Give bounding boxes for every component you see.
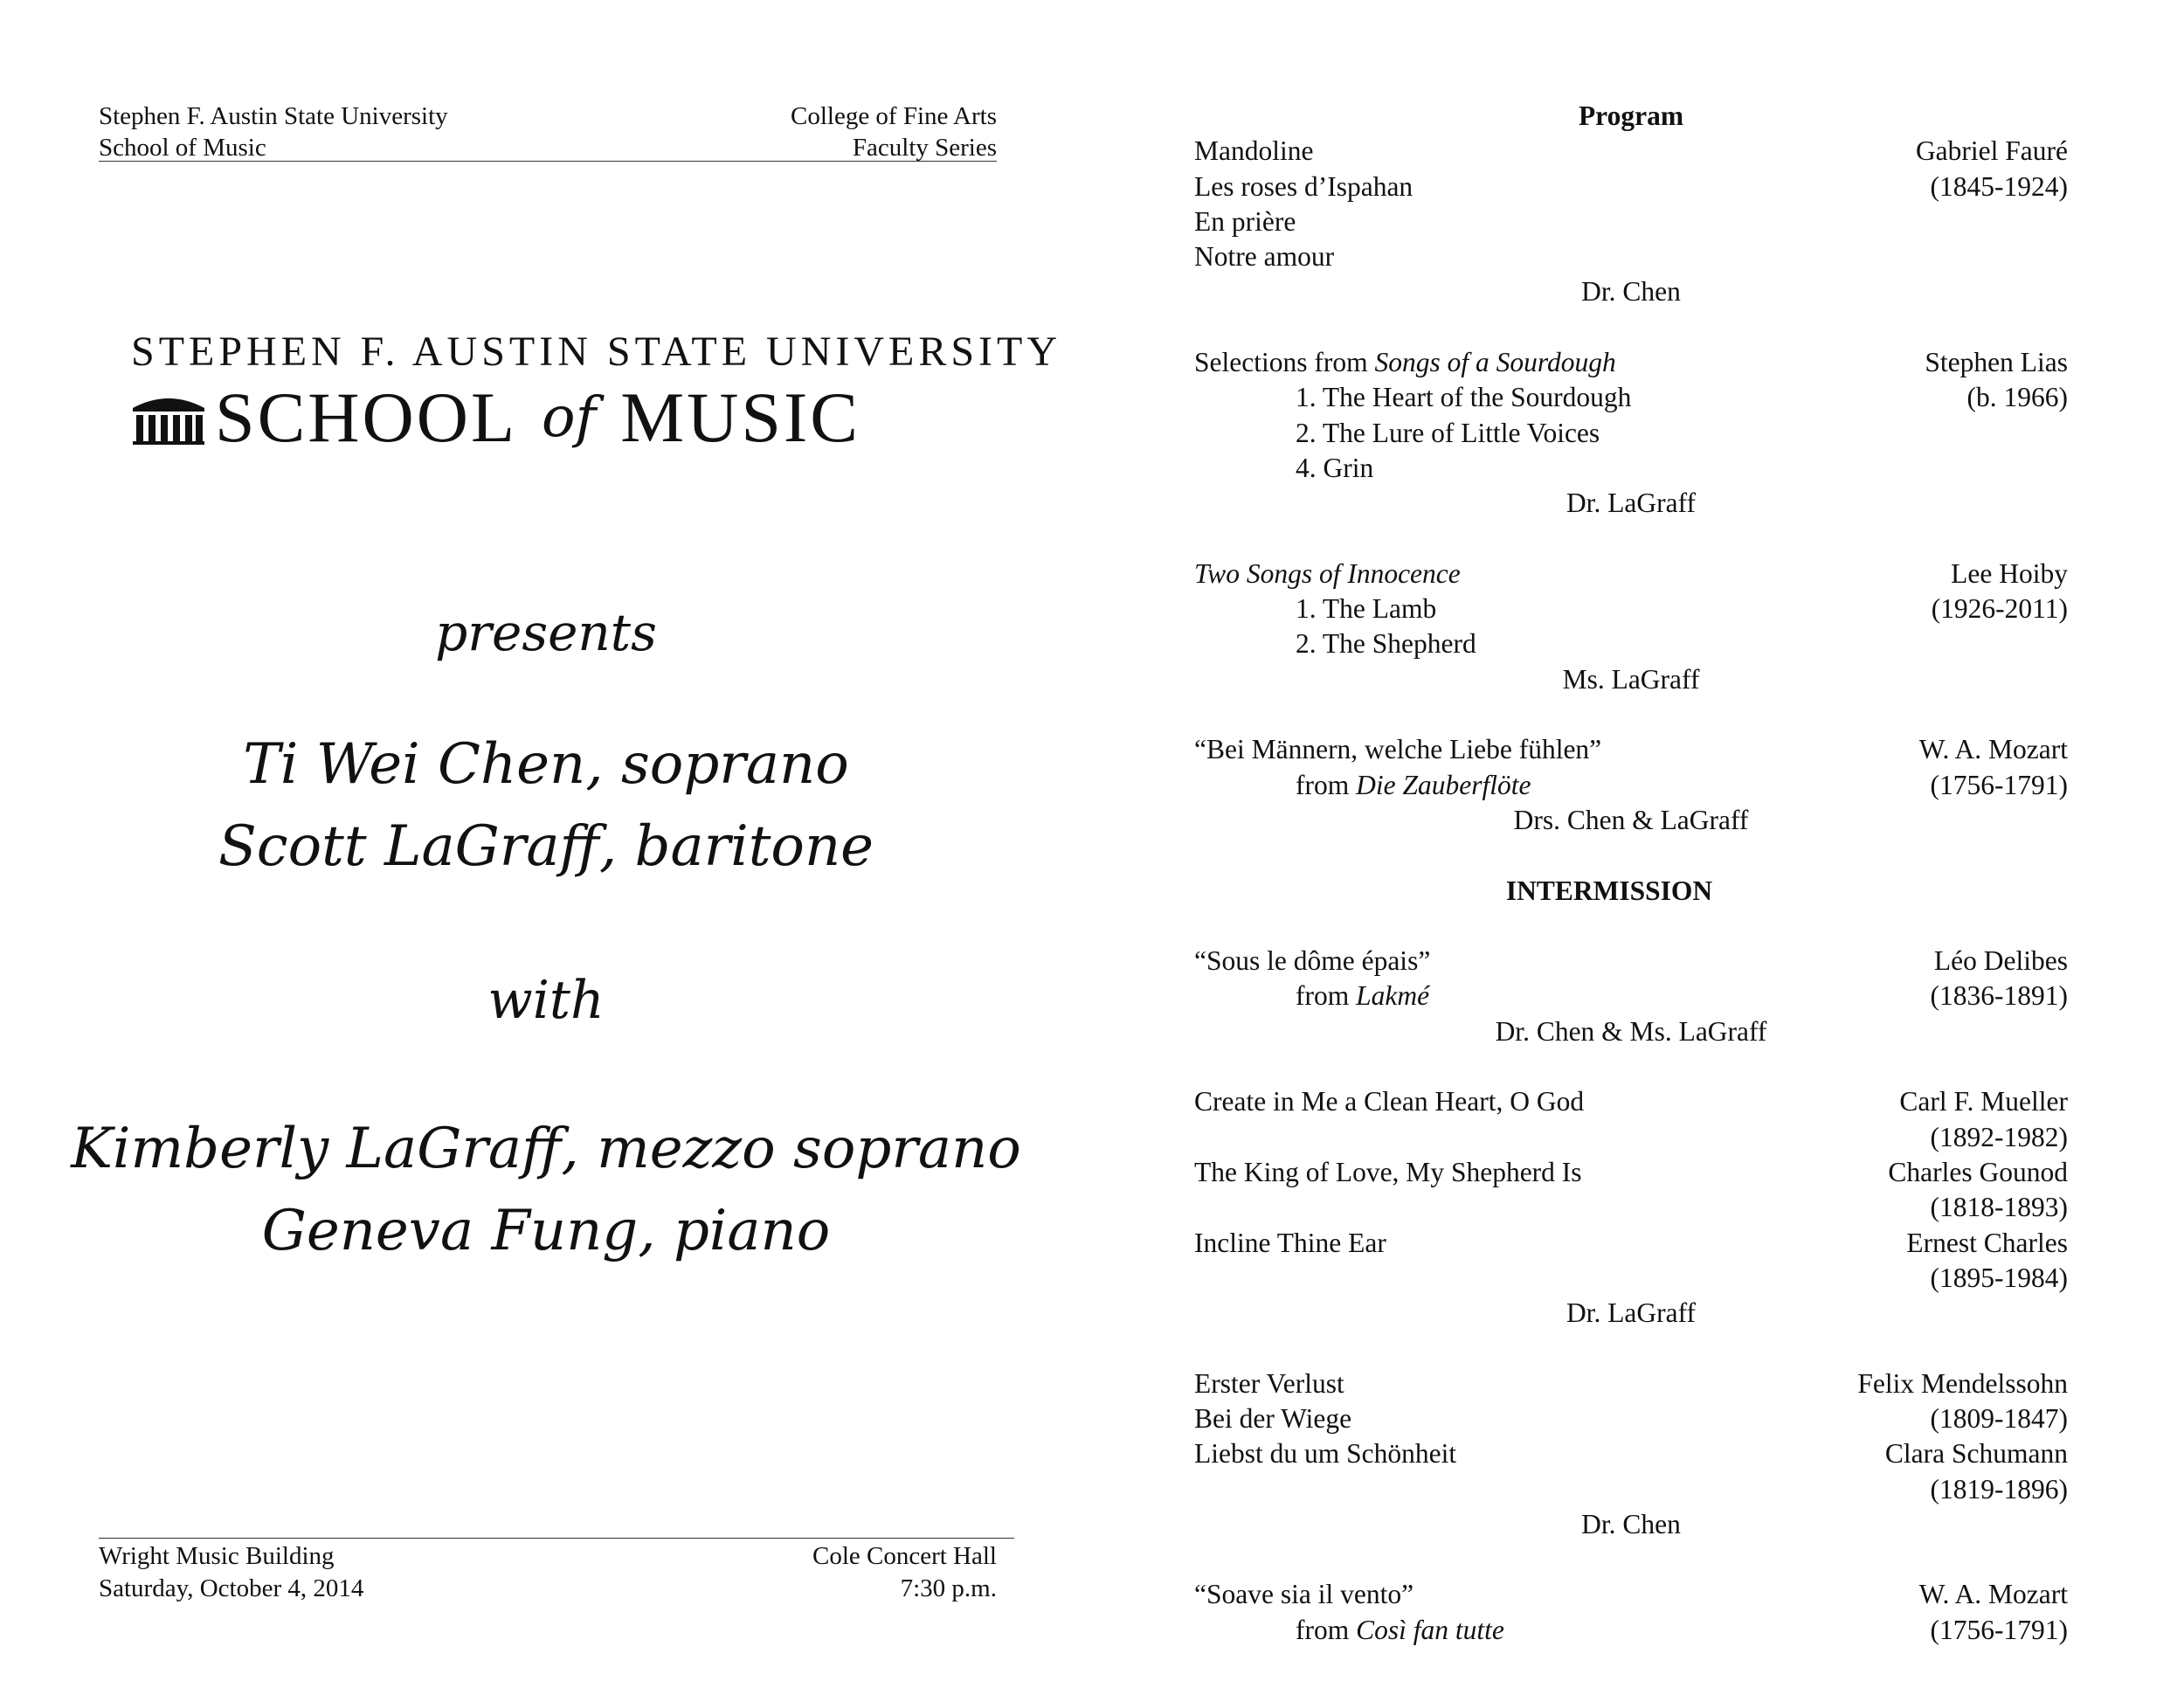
piece-title: En prière [1194,205,1296,237]
composer-dates: (1836-1891) [1930,980,2068,1012]
university-name: Stephen F. Austin State University [99,102,448,130]
program-line [1194,204,2068,239]
composer-name: Stephen Lias [1925,347,2068,378]
composer-dates: (1895-1984) [1930,1262,2068,1293]
building-name: Wright Music Building [99,1542,335,1570]
piece-title: “Soave sia il vento” [1194,1579,1414,1610]
cover-header [99,100,997,162]
composer-dates: (1756-1791) [1930,769,2068,800]
header-rule [99,161,997,162]
piece-title: Create in Me a Clean Heart, O God [1194,1086,1585,1117]
school-logo [131,329,1062,457]
composer-name: W. A. Mozart [1918,1579,2068,1610]
program-line [1194,979,2068,1013]
composer-name: Léo Delibes [1933,945,2068,977]
program-line [1194,591,2068,626]
piece-title: Notre amour [1194,241,1335,273]
composer-name: W. A. Mozart [1918,734,2068,765]
opera-title: Lakmé [1356,980,1430,1012]
program-line [1194,732,2068,767]
program-line [1194,626,2068,661]
program-line [1194,768,2068,803]
piece-title: 2. The Lure of Little Voices [1296,417,1600,448]
piece-title: “Sous le dôme épais” [1194,945,1431,977]
composer-name: Clara Schumann [1884,1438,2068,1470]
piece-title: Incline Thine Ear [1194,1227,1386,1258]
piece-title: Mandoline [1194,135,1314,167]
performer-credit: Drs. Chen & LaGraff [1513,804,1749,835]
opera-title: Così fan tutte [1356,1614,1504,1645]
program-line [1194,1155,2068,1190]
intermission-heading: INTERMISSION [1505,875,1713,906]
program-line [1194,1472,2068,1507]
columns-icon [131,391,206,445]
program-line [1194,1261,2068,1296]
composer-dates: (b. 1966) [1966,382,2068,413]
piece-title: Les roses d’Ispahan [1194,170,1413,202]
program-line [1194,239,2068,274]
program-line [1194,1436,2068,1471]
program-line [1194,1190,2068,1225]
composer-name: Charles Gounod [1888,1156,2068,1187]
program-line [1194,345,2068,380]
from-word: from [1296,1614,1357,1645]
composer-dates: (1818-1893) [1930,1192,2068,1223]
performer-scott-lagraff: Scott LaGraff, baritone [218,814,874,879]
from-word: from [1296,769,1357,800]
program-line [1194,1120,2068,1155]
piece-title: 2. The Shepherd [1296,628,1476,660]
performer-credit: Dr. LaGraff [1565,488,1697,519]
with-text: with [487,970,605,1031]
composer-name: Ernest Charles [1906,1227,2068,1258]
program-line [1194,169,2068,204]
opera-source [1194,768,1531,803]
program-line [1194,1577,2068,1612]
presents-text: presents [435,603,657,662]
program-line [1194,134,2068,169]
program-line [1194,1613,2068,1648]
opera-source [1194,1613,1504,1648]
concert-date: Saturday, October 4, 2014 [99,1574,364,1602]
program-list [1194,99,2068,1648]
performer-credit: Dr. LaGraff [1565,1297,1697,1329]
program-line [1194,557,2068,591]
composer-dates: (1845-1924) [1930,170,2068,202]
performer-credit: Ms. LaGraff [1562,663,1700,695]
from-word: from [1296,980,1357,1012]
performer-kimberly-lagraff: Kimberly LaGraff, mezzo soprano [71,1117,1021,1181]
composer-dates: (1926-2011) [1931,593,2068,625]
hall-name: Cole Concert Hall [812,1542,997,1570]
opera-source [1194,979,1429,1013]
performer-fung: Geneva Fung, piano [261,1199,831,1263]
logo-music-word: MUSIC [620,377,860,457]
composer-name: Lee Hoiby [1951,557,2068,589]
piece-title: Liebst du um Schönheit [1194,1438,1457,1470]
piece-title: 1. The Heart of the Sourdough [1296,382,1632,413]
set-title [1194,345,1616,380]
program-heading: Program [1578,100,1684,131]
school-name: School of Music [99,134,266,162]
piece-title: 1. The Lamb [1296,593,1437,625]
composer-name: Gabriel Fauré [1915,135,2068,167]
program-line [1194,1084,2068,1119]
opera-title: Die Zauberflöte [1356,769,1531,800]
program-panel [1092,0,2184,1688]
program-line [1194,944,2068,979]
performer-credit: Dr. Chen & Ms. LaGraff [1495,1015,1767,1047]
composer-dates: (1819-1896) [1930,1473,2068,1505]
composer-dates: (1756-1791) [1930,1614,2068,1645]
performer-credit: Dr. Chen [1581,1508,1681,1539]
program-line [1194,416,2068,451]
logo-of-word: of [542,385,597,450]
composer-dates: (1809-1847) [1930,1402,2068,1434]
performer-chen: Ti Wei Chen, soprano [243,732,849,797]
cover-footer [99,1540,997,1605]
piece-title: 4. Grin [1296,452,1374,483]
program-line [1194,380,2068,415]
program-line [1194,1226,2068,1261]
piece-title: Erster Verlust [1194,1367,1344,1399]
program-line [1194,451,2068,486]
piece-title: Bei der Wiege [1194,1402,1352,1434]
series-name: Faculty Series [852,134,997,162]
performer-credit: Dr. Chen [1581,276,1681,308]
program-line [1194,1366,2068,1401]
composer-name: Felix Mendelssohn [1857,1367,2068,1399]
composer-name: Carl F. Mueller [1899,1086,2068,1117]
logo-university-line: STEPHEN F. AUSTIN STATE UNIVERSITY [131,329,1062,375]
concert-time: 7:30 p.m. [900,1574,997,1602]
program-line [1194,1401,2068,1436]
logo-school-word: SCHOOL [215,377,518,457]
cycle-title: Two Songs of Innocence [1194,557,1461,589]
college-name: College of Fine Arts [790,102,997,130]
piece-title: “Bei Männern, welche Liebe fühlen” [1194,734,1602,765]
composer-dates: (1892-1982) [1930,1121,2068,1152]
piece-title: The King of Love, My Shepherd Is [1194,1156,1582,1187]
footer-rule [99,1538,1014,1539]
set-title-prefix: Selections from [1194,347,1375,378]
cycle-title: Songs of a Sourdough [1374,347,1616,378]
